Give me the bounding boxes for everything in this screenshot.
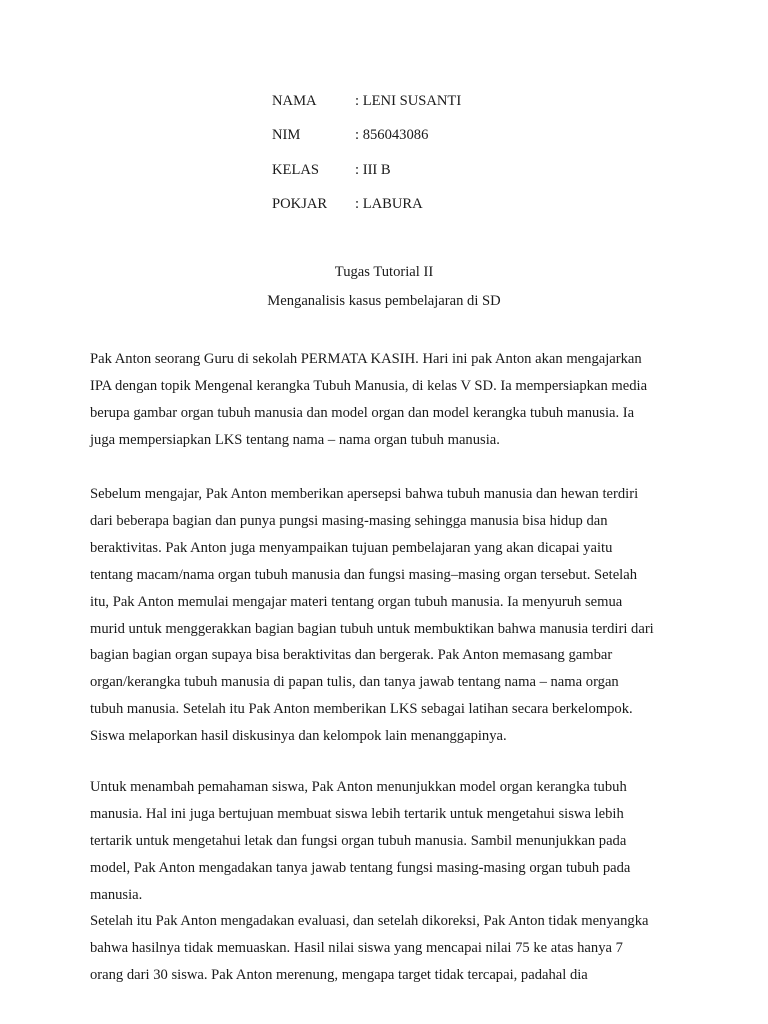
paragraph-2 xyxy=(90,481,682,750)
document-subtitle: Menganalisis kasus pembelajaran di SD xyxy=(267,293,501,309)
paragraph-line: IPA dengan topik Mengenal kerangka Tubuh Manusia, di kelas V SD. Ia mempersiapkan media xyxy=(90,377,648,394)
identity-row-kelas xyxy=(272,160,461,194)
identity-value: : LENI SUSANTI xyxy=(355,93,462,109)
identity-label: NAMA xyxy=(272,93,317,109)
paragraph-line: manusia. Hal ini juga bertujuan membuat siswa lebih tertarik untuk mengetahui siswa lebih xyxy=(90,805,624,822)
paragraph-line: bahwa hasilnya tidak memuaskan. Hasil nilai siswa yang mencapai nilai 75 ke atas hanya 7 xyxy=(90,939,623,956)
paragraph-line: model, Pak Anton mengadakan tanya jawab tentang fungsi masing-masing organ tubuh pada xyxy=(90,859,631,876)
identity-value: : III B xyxy=(355,161,391,178)
paragraph-line: berupa gambar organ tubuh manusia dan model organ dan model kerangka tubuh manusia. Ia xyxy=(90,404,635,421)
identity-label: POKJAR xyxy=(272,195,328,212)
paragraph-line: tubuh manusia. Setelah itu Pak Anton memberikan LKS sebagai latihan secara berkelompok. xyxy=(90,701,633,718)
paragraph-line: dari beberapa bagian dan punya pungsi masing-masing sehingga manusia bisa hidup dan xyxy=(90,512,608,529)
identity-table xyxy=(272,91,461,228)
paragraph-line: Sebelum mengajar, Pak Anton memberikan apersepsi bahwa tubuh manusia dan hewan terdiri xyxy=(90,486,639,502)
paragraph-line: tentang macam/nama organ tubuh manusia dan fungsi masing–masing organ tersebut. Setelah xyxy=(90,566,638,583)
paragraph-line: itu, Pak Anton memulai mengajar materi tentang organ tubuh manusia. Ia menyuruh semua xyxy=(90,593,623,610)
paragraph-line: orang dari 30 siswa. Pak Anton merenung, mengapa target tidak tercapai, padahal dia xyxy=(90,966,588,983)
identity-row-pokjar xyxy=(272,194,461,228)
paragraph-3 xyxy=(90,774,682,909)
identity-value: : 856043086 xyxy=(355,127,429,144)
paragraph-line: juga mempersiapkan LKS tentang nama – nama organ tubuh manusia. xyxy=(90,431,500,448)
paragraph-line: beraktivitas. Pak Anton juga menyampaikan tujuan pembelajaran yang akan dicapai yaitu xyxy=(90,539,613,556)
identity-label: KELAS xyxy=(272,161,320,178)
paragraph-line: murid untuk menggerakkan bagian bagian tubuh untuk membuktikan bahwa manusia terdiri dari xyxy=(90,620,654,637)
paragraph-4 xyxy=(90,908,682,989)
identity-row-nim xyxy=(272,125,461,159)
paragraph-line: Setelah itu Pak Anton mengadakan evaluasi, dan setelah dikoreksi, Pak Anton tidak menyangka xyxy=(90,913,649,929)
document-title: Tugas Tutorial II xyxy=(334,264,434,280)
paragraph-1 xyxy=(90,346,682,454)
paragraph-line: manusia. xyxy=(90,886,143,903)
paragraph-line: bagian bagian organ supaya bisa beraktivitas dan bergerak. Pak Anton memasang gambar xyxy=(90,647,613,664)
paragraph-line: Pak Anton seorang Guru di sekolah PERMATA KASIH. Hari ini pak Anton akan mengajarkan xyxy=(90,351,642,367)
identity-row-nama xyxy=(272,91,461,125)
identity-value: : LABURA xyxy=(355,195,423,212)
paragraph-line: tertarik untuk mengetahui letak dan fungsi organ tubuh manusia. Sambil menunjukkan pada xyxy=(90,832,627,849)
identity-label: NIM xyxy=(272,127,301,144)
paragraph-line: Untuk menambah pemahaman siswa, Pak Anton menunjukkan model organ kerangka tubuh xyxy=(90,779,627,795)
paragraph-line: organ/kerangka tubuh manusia di papan tulis, dan tanya jawab tentang nama – nama organ xyxy=(90,674,619,691)
paragraph-line: Siswa melaporkan hasil diskusinya dan kelompok lain menanggapinya. xyxy=(90,728,507,745)
